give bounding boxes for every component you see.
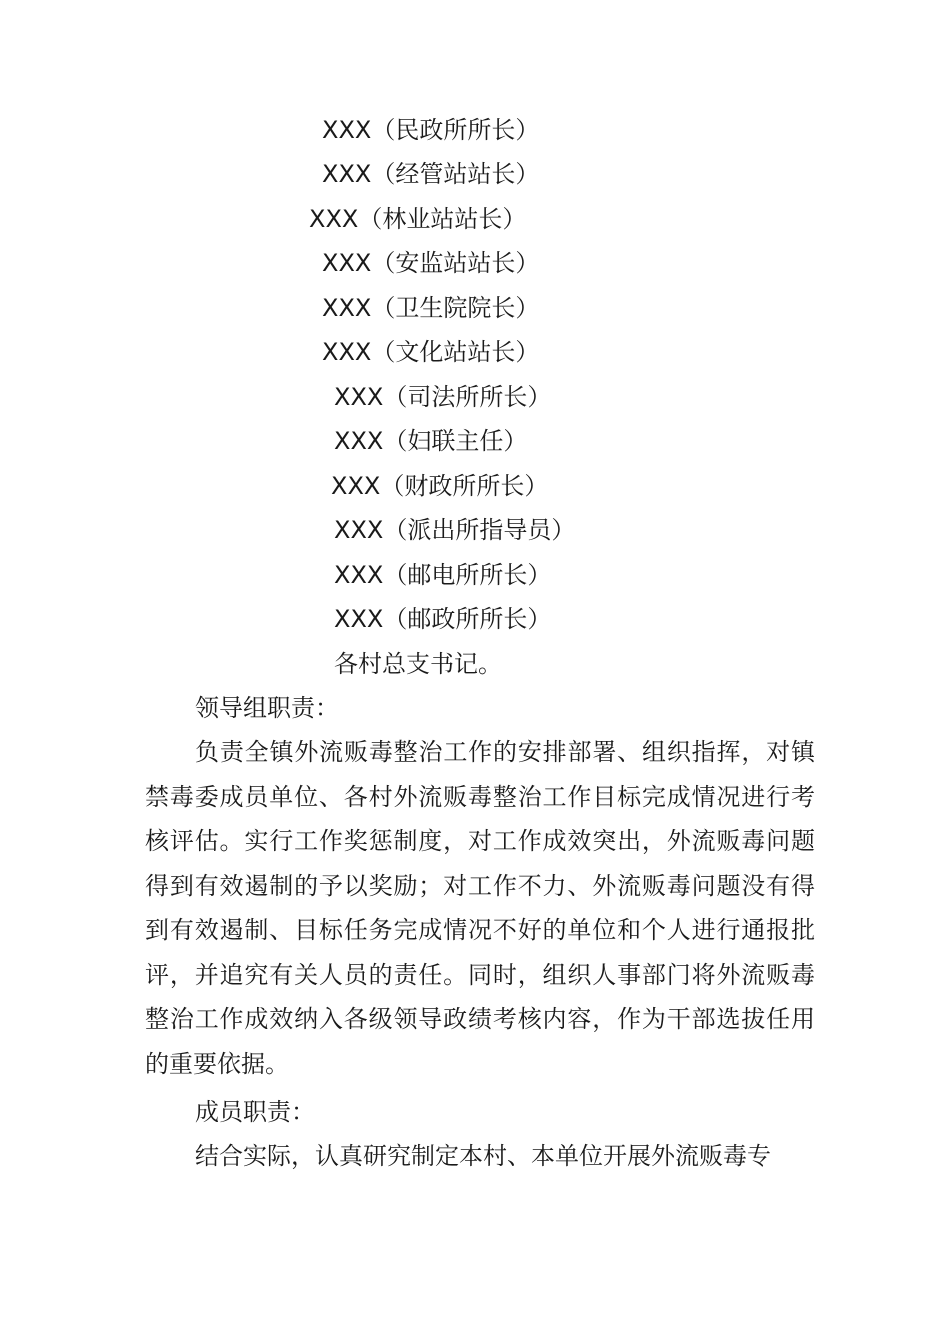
leadership-duty-paragraph: 负责全镇外流贩毒整治工作的安排部署、组织指挥，对镇禁毒委成员单位、各村外流贩毒整治工作目标完成情况进行考核评估。实行工作奖惩制度，对工作成效突出，外流贩毒问题得到有效遏制的予以奖励；对工作不力、外流贩毒问题没有得到有效遏制、目标任务完成情况不好的单位和个人进行通报批评，并追究有关人员的责任。同时，组织人事部门将外流贩毒整治工作成效纳入各级领导政绩考核内容，作为干部选拔任用的重要依据。 bbox=[145, 738, 815, 1078]
member-line-police-station: XXX（派出所指导员） bbox=[334, 516, 576, 544]
member-line-safety-supervision: XXX（安监站站长） bbox=[322, 249, 540, 277]
member-line-finance-office: XXX（财政所所长） bbox=[331, 472, 549, 500]
member-line-health-center: XXX（卫生院院长） bbox=[322, 294, 540, 322]
leadership-duty-heading: 领导组职责： bbox=[195, 694, 339, 722]
member-line-judicial-office: XXX（司法所所长） bbox=[334, 383, 552, 411]
member-line-forestry: XXX（林业站站长） bbox=[309, 205, 527, 233]
member-line-womens-federation: XXX（妇联主任） bbox=[334, 427, 528, 455]
member-duty-paragraph: 结合实际，认真研究制定本村、本单位开展外流贩毒专 bbox=[195, 1142, 771, 1170]
member-duty-heading: 成员职责： bbox=[195, 1098, 315, 1126]
member-line-postal-office: XXX（邮政所所长） bbox=[334, 605, 552, 633]
member-line-culture-station: XXX（文化站站长） bbox=[322, 338, 540, 366]
member-line-telecom-office: XXX（邮电所所长） bbox=[334, 561, 552, 589]
member-line-economic-management: XXX（经管站站长） bbox=[322, 160, 540, 188]
member-line-village-secretaries: 各村总支书记。 bbox=[334, 650, 502, 678]
member-line-civil-affairs: XXX（民政所所长） bbox=[322, 116, 540, 144]
